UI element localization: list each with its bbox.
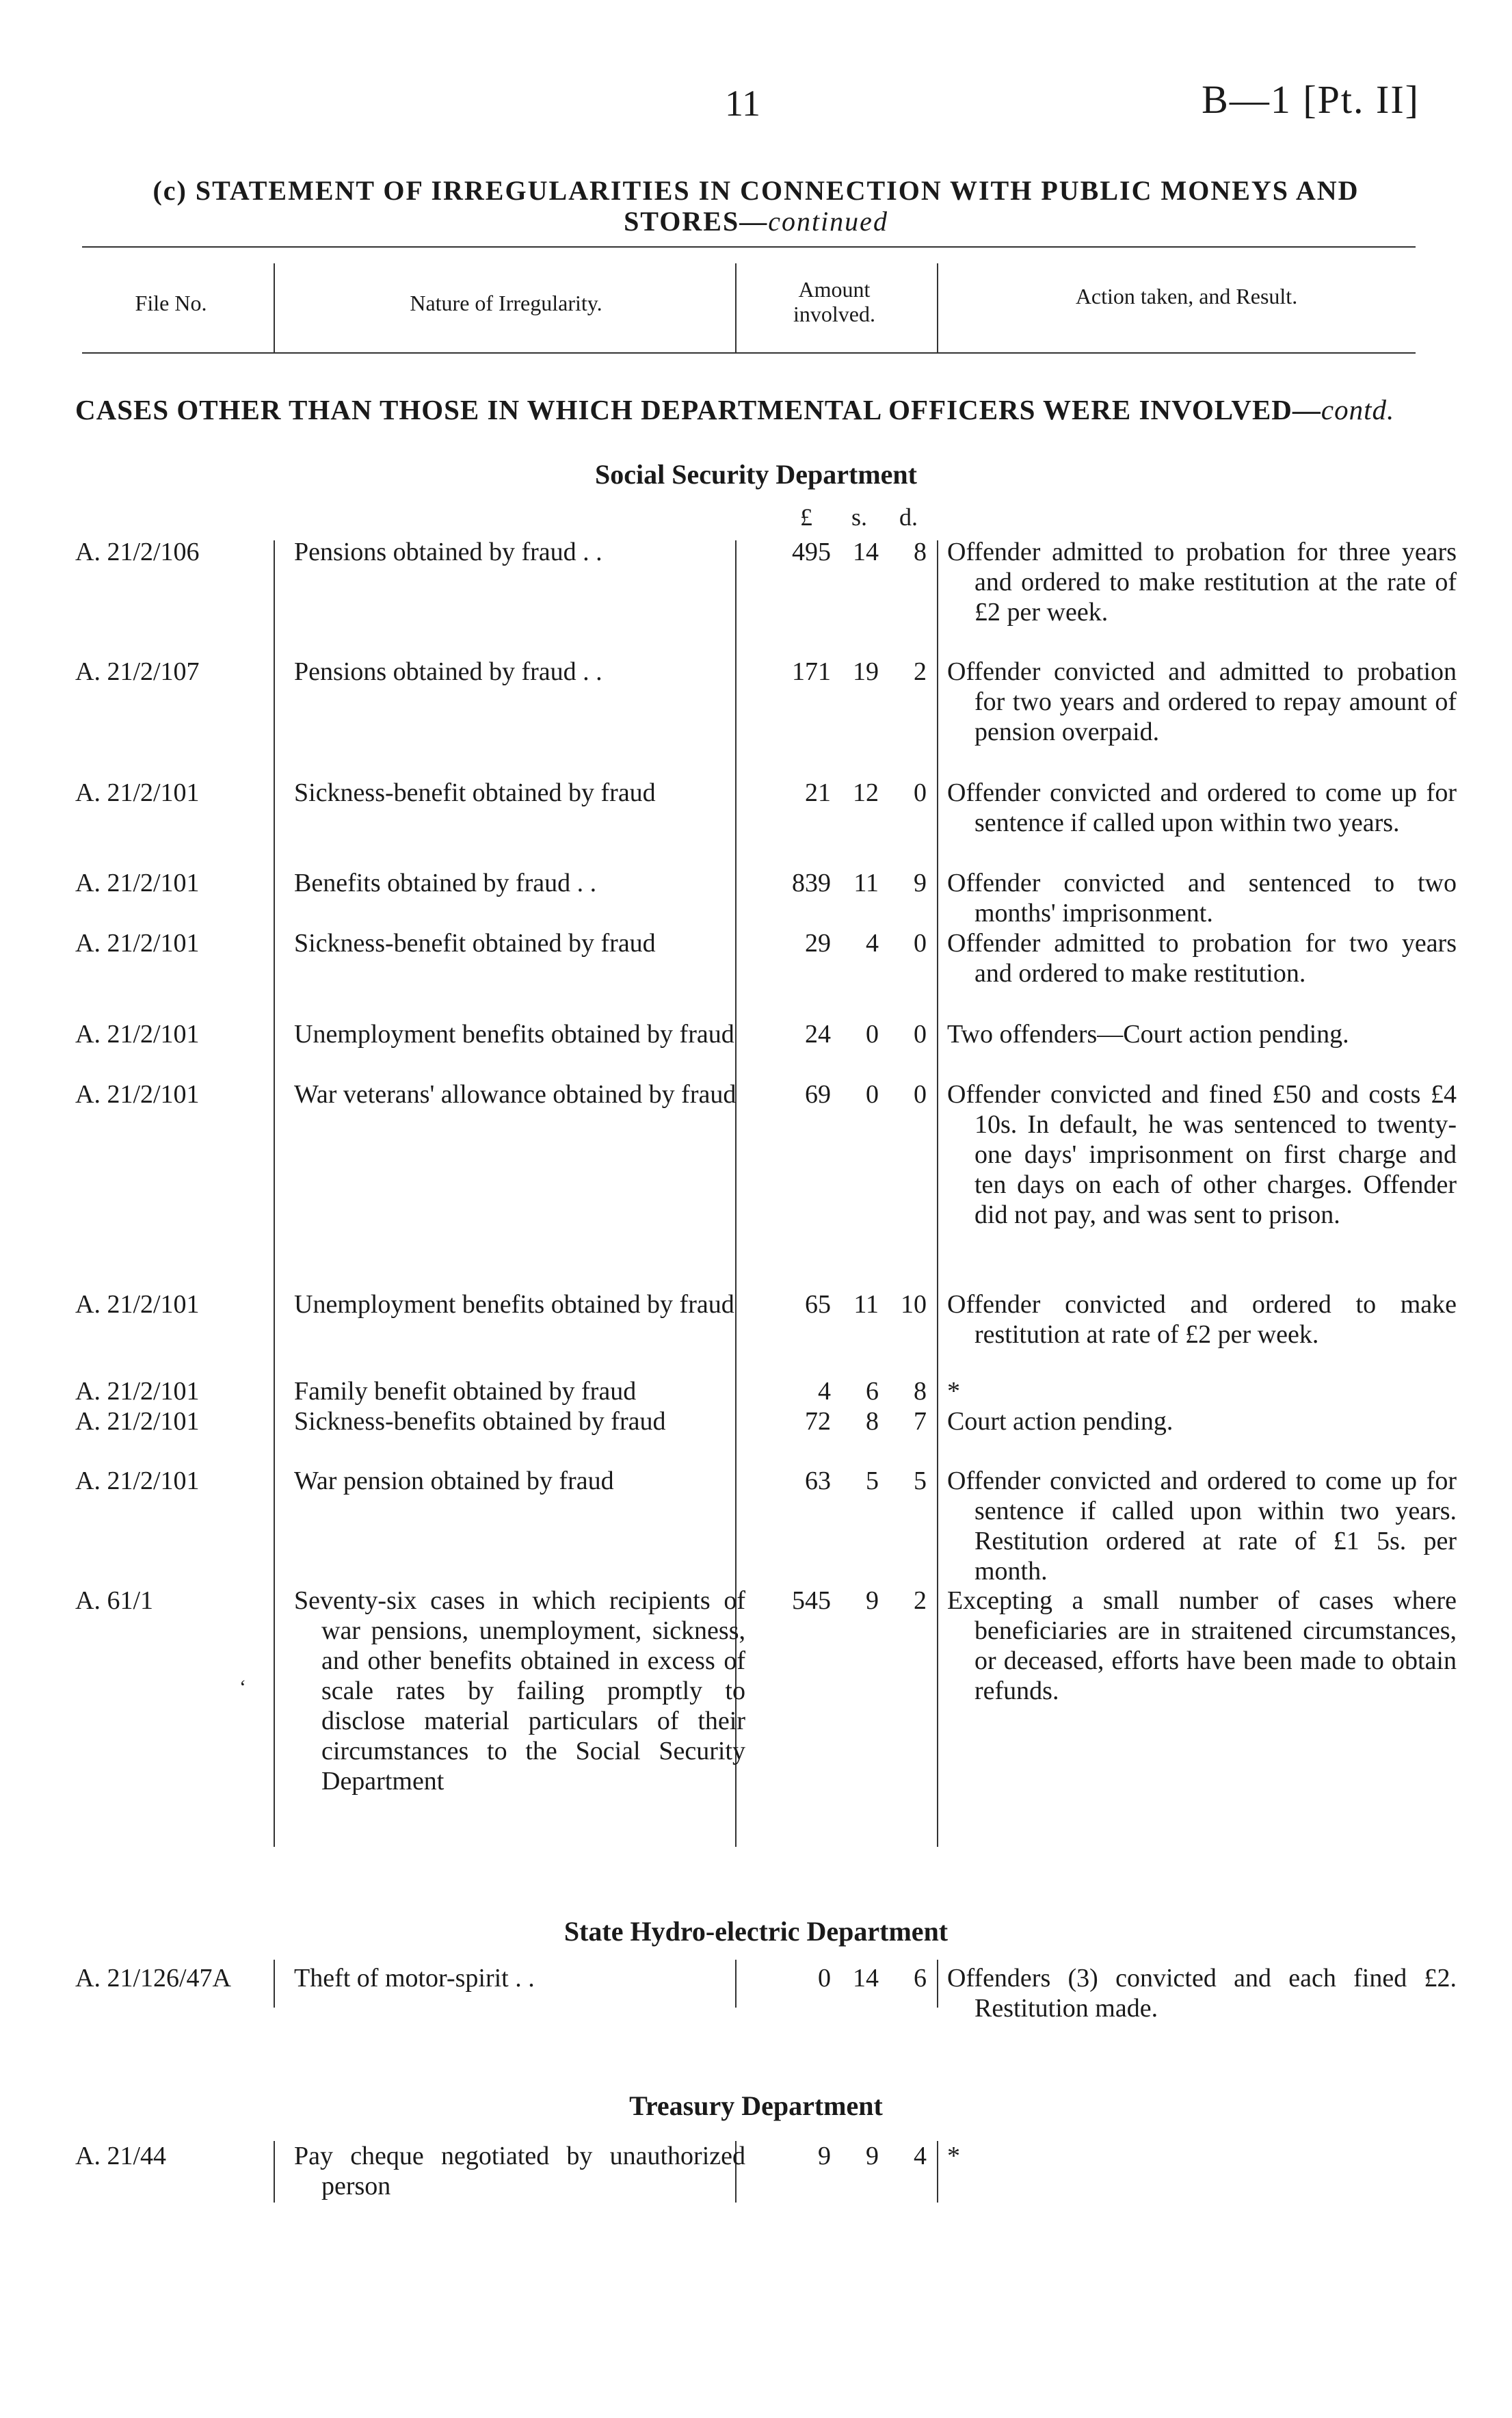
amount-pence: 9 xyxy=(914,869,927,897)
body-divider-3 xyxy=(937,1960,938,2008)
amount-pence: 0 xyxy=(914,1080,927,1109)
file-number: A. 21/44 xyxy=(75,2142,166,2170)
irregularity-nature: Pay cheque negotiated by unauthorized person xyxy=(294,2142,745,2200)
amount-pounds: 545 xyxy=(792,1586,831,1615)
amount-pounds: 24 xyxy=(805,1020,831,1049)
body-divider-3 xyxy=(937,2141,938,2203)
amount-shillings: 19 xyxy=(853,657,879,686)
amount-pence: 0 xyxy=(914,778,927,807)
file-number: A. 21/2/101 xyxy=(75,929,200,958)
irregularity-nature: War pension obtained by fraud xyxy=(294,1467,614,1495)
amount-pence: 7 xyxy=(914,1407,927,1436)
irregularity-nature: Unemployment benefits obtained by fraud xyxy=(294,1290,734,1319)
amount-shillings: 9 xyxy=(866,2142,879,2170)
stray-mark: ‘ xyxy=(239,1676,246,1698)
file-number: A. 21/2/101 xyxy=(75,1407,200,1436)
file-number: A. 21/2/101 xyxy=(75,1080,200,1109)
shillings-header: s. xyxy=(851,503,868,531)
section-heading-italic: contd. xyxy=(1321,394,1395,425)
body-divider-3 xyxy=(937,540,938,1847)
action-result: Offender convicted and ordered to come up for sentence if called upon within two years. Restitution ordered at rate of £1 5s. per month. xyxy=(947,1467,1457,1586)
action-result: Offender convicted and admitted to probation for two years and ordered to repay amount of pension overpaid. xyxy=(947,657,1457,746)
irregularity-nature: Theft of motor-spirit . . xyxy=(294,1964,535,1993)
file-number: A. 21/2/106 xyxy=(75,538,200,566)
department-heading: Treasury Department xyxy=(629,2090,883,2121)
pence-header: d. xyxy=(899,503,918,531)
amount-shillings: 6 xyxy=(866,1377,879,1406)
irregularity-nature: Family benefit obtained by fraud xyxy=(294,1377,637,1406)
amount-pence: 2 xyxy=(914,657,927,686)
body-divider-1 xyxy=(274,540,275,1847)
file-number: A. 21/2/101 xyxy=(75,778,200,807)
header-divider-3 xyxy=(937,263,938,352)
file-number: A. 21/2/107 xyxy=(75,657,200,686)
action-result: Court action pending. xyxy=(947,1407,1173,1436)
file-number: A. 21/126/47A xyxy=(75,1964,231,1993)
action-result: Offender convicted and ordered to make restitution at rate of £2 per week. xyxy=(947,1290,1457,1349)
action-result: Offender convicted and ordered to come up for sentence if called upon within two years. xyxy=(947,778,1457,837)
amount-shillings: 11 xyxy=(853,869,879,897)
amount-pence: 5 xyxy=(914,1467,927,1495)
amount-pounds: 4 xyxy=(818,1377,831,1406)
irregularity-nature: Unemployment benefits obtained by fraud xyxy=(294,1020,734,1049)
amount-shillings: 5 xyxy=(866,1467,879,1495)
amount-pounds: 9 xyxy=(818,2142,831,2170)
amount-pence: 0 xyxy=(914,929,927,958)
irregularity-nature: Pensions obtained by fraud . . xyxy=(294,538,602,566)
irregularity-nature: Sickness-benefits obtained by fraud xyxy=(294,1407,666,1436)
irregularity-nature: Sickness-benefit obtained by fraud xyxy=(294,778,656,807)
file-number: A. 61/1 xyxy=(75,1586,153,1615)
amount-pence: 10 xyxy=(901,1290,927,1319)
amount-shillings: 14 xyxy=(853,538,879,566)
column-header-file: File No. xyxy=(135,291,207,315)
amount-shillings: 9 xyxy=(866,1586,879,1615)
amount-shillings: 0 xyxy=(866,1080,879,1109)
column-header-amount-line1: Amount xyxy=(798,277,871,302)
amount-pence: 8 xyxy=(914,538,927,566)
header-top-rule xyxy=(82,246,1416,248)
file-number: A. 21/2/101 xyxy=(75,1467,200,1495)
action-result: * xyxy=(947,2142,960,2170)
section-heading xyxy=(75,393,1394,426)
irregularity-nature: Benefits obtained by fraud . . xyxy=(294,869,597,897)
column-header-nature: Nature of Irregularity. xyxy=(410,291,602,315)
action-result: Offender admitted to probation for two years and ordered to make restitution. xyxy=(947,929,1457,988)
department-heading: State Hydro-electric Department xyxy=(563,1916,949,1947)
irregularity-nature: Pensions obtained by fraud . . xyxy=(294,657,602,686)
column-header-action: Action taken, and Result. xyxy=(1075,284,1298,308)
column-header-amount-line2: involved. xyxy=(793,302,875,326)
amount-pounds: 171 xyxy=(792,657,831,686)
amount-shillings: 4 xyxy=(866,929,879,958)
header-divider-2 xyxy=(735,263,737,352)
file-number: A. 21/2/101 xyxy=(75,1290,200,1319)
action-result: Offenders (3) convicted and each fined £2. Restitution made. xyxy=(947,1964,1457,2023)
amount-pounds: 0 xyxy=(818,1964,831,1993)
amount-shillings: 12 xyxy=(853,778,879,807)
amount-pounds: 63 xyxy=(805,1467,831,1495)
department-heading: Social Security Department xyxy=(594,459,917,490)
page-number: 11 xyxy=(725,83,760,124)
action-result: Excepting a small number of cases where beneficiaries are in straitened circumstances, or deceased, efforts have been made to obtain refunds. xyxy=(947,1586,1457,1705)
action-result: * xyxy=(947,1377,960,1406)
header-divider-1 xyxy=(274,263,275,352)
amount-pounds: 21 xyxy=(805,778,831,807)
amount-pence: 0 xyxy=(914,1020,927,1049)
amount-shillings: 14 xyxy=(853,1964,879,1993)
amount-pounds: 495 xyxy=(792,538,831,566)
amount-shillings: 11 xyxy=(853,1290,879,1319)
file-number: A. 21/2/101 xyxy=(75,1020,200,1049)
amount-pence: 2 xyxy=(914,1586,927,1615)
amount-pounds: 69 xyxy=(805,1080,831,1109)
action-result: Offender convicted and fined £50 and costs £4 10s. In default, he was sentenced to twenty-one days' imprisonment on first charge and ten days on each of other charges. Offender did not pay, and was sent to prison. xyxy=(947,1080,1457,1229)
action-result: Offender admitted to probation for three years and ordered to make restitution at the rate of £2 per week. xyxy=(947,538,1457,627)
statement-title-line1: (c) STATEMENT OF IRREGULARITIES IN CONNECTION WITH PUBLIC MONEYS AND xyxy=(152,175,1360,206)
body-divider-1 xyxy=(274,1960,275,2008)
body-divider-1 xyxy=(274,2141,275,2203)
statement-title-line2 xyxy=(0,205,1512,237)
title-line2-italic: continued xyxy=(768,206,888,237)
amount-pounds: 839 xyxy=(792,869,831,897)
amount-shillings: 0 xyxy=(866,1020,879,1049)
action-result: Offender convicted and sentenced to two months' imprisonment. xyxy=(947,869,1457,928)
header-bottom-rule xyxy=(82,352,1416,354)
file-number: A. 21/2/101 xyxy=(75,1377,200,1406)
irregularity-nature: Seventy-six cases in which recipients of war pensions, unemployment, sickness, and other benefits obtained in excess of scale rates by failing promptly to disclose material particulars of their circumstances to the Social Security Department xyxy=(294,1586,745,1796)
amount-pence: 6 xyxy=(914,1964,927,1993)
title-line2-main: STORES— xyxy=(624,206,769,237)
section-heading-main: CASES OTHER THAN THOSE IN WHICH DEPARTMENTAL OFFICERS WERE INVOLVED— xyxy=(75,394,1321,425)
amount-pounds: 65 xyxy=(805,1290,831,1319)
amount-pence: 4 xyxy=(914,2142,927,2170)
irregularity-nature: Sickness-benefit obtained by fraud xyxy=(294,929,656,958)
page-reference: B—1 [Pt. II] xyxy=(1202,77,1420,122)
amount-pounds: 29 xyxy=(805,929,831,958)
pounds-header: £ xyxy=(800,503,812,531)
amount-pence: 8 xyxy=(914,1377,927,1406)
amount-shillings: 8 xyxy=(866,1407,879,1436)
file-number: A. 21/2/101 xyxy=(75,869,200,897)
action-result: Two offenders—Court action pending. xyxy=(947,1020,1349,1049)
amount-pounds: 72 xyxy=(805,1407,831,1436)
irregularity-nature: War veterans' allowance obtained by fraud xyxy=(294,1080,737,1109)
